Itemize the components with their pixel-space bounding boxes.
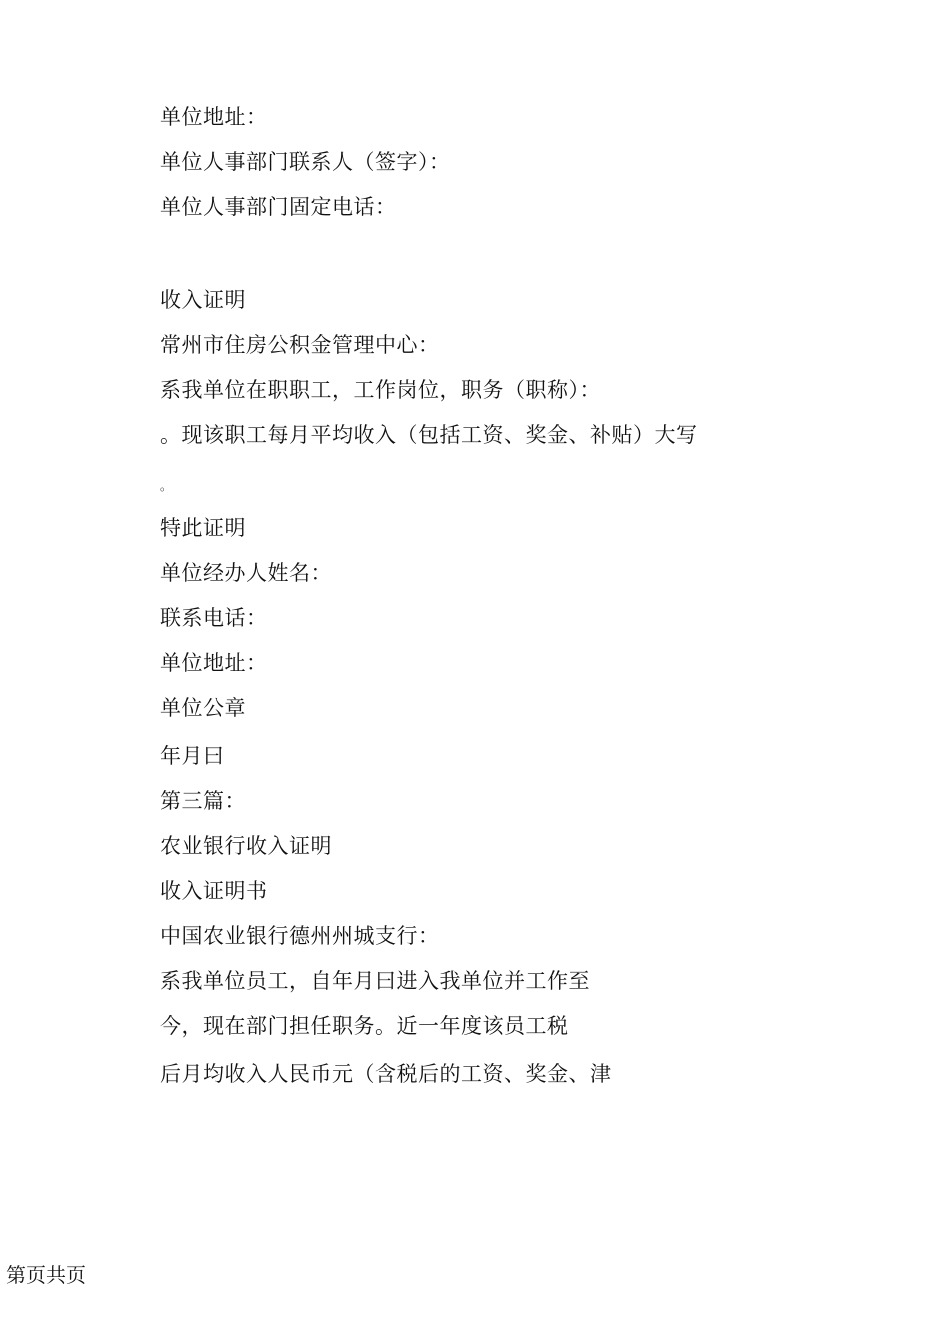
text-line: 特此证明 [160,516,246,540]
text-line: 后月均收入人民币元（含税后的工资、奖金、津 [160,1062,612,1086]
section-heading: 收入证明 [160,288,246,312]
text-line: 今，现在部门担任职务。近一年度该员工税 [160,1014,569,1038]
text-line: 单位人事部门联系人（签字）： [160,150,451,174]
text-line: 。 [160,479,173,493]
section-heading: 农业银行收入证明 [160,834,332,858]
text-line: 单位经办人姓名： [160,561,332,585]
text-line: 单位地址： [160,651,268,675]
text-line: 单位地址： [160,105,268,129]
section-heading: 第三篇： [160,789,246,813]
text-line: 单位公章 [160,696,246,720]
text-line: 系我单位在职职工，工作岗位，职务（职称）： [160,378,601,402]
text-line: 年月曰 [160,744,225,768]
text-line: 系我单位员工，自年月曰进入我单位并工作至 [160,969,590,993]
text-line: 单位人事部门固定电话： [160,195,397,219]
text-line: 中国农业银行德州州城支行： [160,924,440,948]
page-footer: 第页共页 [6,1263,86,1287]
text-line: 联系电话： [160,606,268,630]
text-line: 常州市住房公积金管理中心： [160,333,440,357]
text-line: 。现该职工每月平均收入（包括工资、奖金、补贴）大写 [160,423,698,447]
section-heading: 收入证明书 [160,879,268,903]
